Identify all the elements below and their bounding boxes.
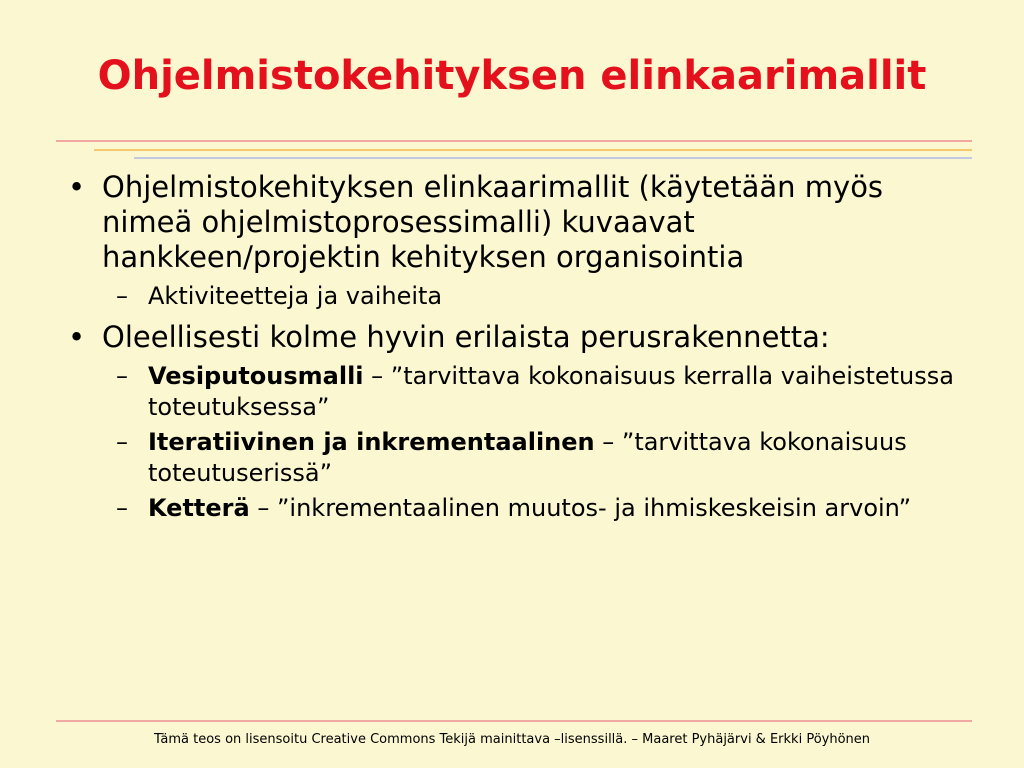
- footer-license: Tämä teos on lisensoitu Creative Commons Tekijä mainittava –lisenssillä. – Maaret Pyhäjärvi & Erkki Pöyhönen: [153, 732, 871, 747]
- sub-bullet-text: – ”tarvittava kokonaisuus kerralla vaiheistetussa toteutuksessa”: [148, 362, 954, 421]
- bullet-symbol: •: [68, 170, 86, 204]
- bullet-text: Oleellisesti kolme hyvin erilaista perusrakennetta:: [102, 320, 830, 354]
- sub-bullet-text: Aktiviteetteja ja vaiheita: [148, 282, 443, 310]
- bullet-item: [62, 170, 972, 275]
- dash-symbol: –: [116, 494, 128, 522]
- footer-divider: [56, 720, 972, 722]
- dash-symbol: –: [116, 362, 128, 390]
- sub-bullet-text: – ”inkrementaalinen muutos- ja ihmiskeskeisin arvoin”: [249, 494, 912, 522]
- dash-symbol: –: [116, 282, 128, 310]
- sub-bullet-item: [62, 361, 972, 423]
- title-divider-orange: [94, 149, 972, 151]
- bullet-text: Ohjelmistokehityksen elinkaarimallit (käytetään myös nimeä ohjelmistoprosessimalli) kuvaavat hankkeen/projektin kehityksen organisointia: [102, 170, 884, 274]
- sub-bullet-item: [62, 281, 972, 312]
- title-divider-blue: [134, 157, 972, 159]
- title-divider-red: [56, 140, 972, 142]
- bullet-symbol: •: [68, 320, 86, 354]
- sub-bullet-term: Vesiputousmalli: [148, 362, 364, 390]
- slide-content: [62, 170, 972, 528]
- sub-bullet-item: [62, 427, 972, 489]
- sub-bullet-item: [62, 493, 972, 524]
- bullet-item: [62, 320, 972, 355]
- sub-bullet-term: Iteratiivinen ja inkrementaalinen: [148, 428, 595, 456]
- slide-title: Ohjelmistokehityksen elinkaarimallit: [97, 53, 927, 99]
- sub-bullet-term: Ketterä: [148, 494, 250, 522]
- dash-symbol: –: [116, 428, 128, 456]
- sub-bullet-text: – ”tarvittava kokonaisuus toteutuserissä”: [148, 428, 907, 487]
